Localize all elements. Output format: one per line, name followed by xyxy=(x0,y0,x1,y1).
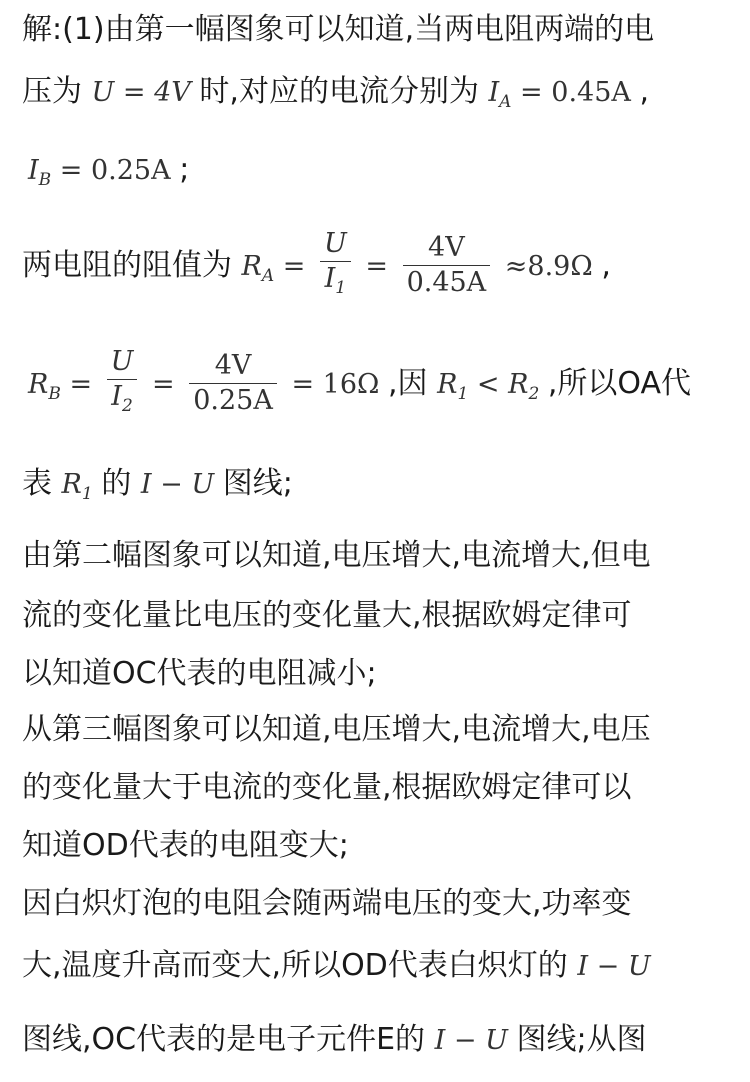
solution-intro: 解:(1)由第一幅图象可以知道,当两电阻两端的电 xyxy=(22,12,655,47)
text-line-10 xyxy=(22,710,734,750)
text-line-12 xyxy=(22,826,734,866)
text-fragment: 知道OD代表的电阻变大; xyxy=(22,828,349,863)
fraction-denominator: 0.45A xyxy=(406,267,487,298)
text-fragment: 从第三幅图象可以知道,电压增大,电流增大,电压 xyxy=(22,712,651,747)
math-subscript: B xyxy=(48,384,61,404)
text-line-13 xyxy=(22,884,734,924)
text-fragment: ,因 xyxy=(388,366,428,401)
math-operator: = xyxy=(122,77,146,108)
math-value: 0.45A xyxy=(551,77,631,108)
text-line-11 xyxy=(22,768,734,808)
text-fragment: 压为 xyxy=(22,74,82,109)
math-symbol: R xyxy=(508,369,529,400)
fraction-4V-over-025A xyxy=(189,349,277,418)
math-subscript: A xyxy=(499,92,512,112)
text-fragment: 因白炽灯泡的电阻会随两端电压的变大,功率变 xyxy=(22,886,632,921)
math-RA-formula xyxy=(241,227,602,298)
math-subscript: A xyxy=(261,266,275,286)
math-symbol: R xyxy=(61,469,82,500)
text-line-4 xyxy=(22,224,734,318)
text-line-5 xyxy=(22,342,734,436)
text-line-1 xyxy=(22,10,734,50)
math-result: 16Ω xyxy=(322,369,380,400)
fraction-numerator: U xyxy=(320,227,351,262)
fraction-U-over-I1 xyxy=(320,227,351,305)
fraction-denominator xyxy=(320,262,351,305)
text-fragment: 流的变化量比电压的变化量大,根据欧姆定律可 xyxy=(22,598,632,633)
math-symbol: R xyxy=(28,369,49,400)
math-operator: = xyxy=(152,369,175,400)
math-operator: − xyxy=(453,1025,477,1056)
math-IA-equals xyxy=(488,77,640,112)
math-subscript: 1 xyxy=(81,484,93,504)
math-I-minus-U xyxy=(435,1025,517,1056)
text-fragment: 图线,OC代表的是电子元件E的 xyxy=(22,1022,426,1057)
math-symbol: R xyxy=(241,251,262,282)
text-line-2 xyxy=(22,72,734,122)
math-value: 4V xyxy=(154,77,191,108)
text-fragment: ,所以OA代 xyxy=(547,366,692,401)
math-result: ≈8.9Ω xyxy=(504,251,593,282)
text-line-9 xyxy=(22,654,734,694)
math-U-equals-4V xyxy=(92,77,200,108)
fraction-numerator: 4V xyxy=(403,231,491,266)
math-I-minus-U xyxy=(577,951,650,982)
math-value: 0.25A xyxy=(90,155,171,186)
math-RB-formula xyxy=(28,345,388,416)
math-operator: = xyxy=(59,155,83,186)
text-fragment: ; xyxy=(179,152,190,187)
text-fragment: 图线; xyxy=(222,466,293,501)
math-symbol: I xyxy=(140,469,152,500)
text-line-15 xyxy=(22,1020,734,1061)
math-symbol: R xyxy=(437,369,458,400)
math-symbol: I xyxy=(577,951,589,982)
fraction-4V-over-045A xyxy=(403,231,491,300)
text-fragment: 图线;从图 xyxy=(516,1022,647,1057)
fraction-denominator xyxy=(107,380,138,423)
math-symbol: I xyxy=(324,262,336,294)
text-line-8 xyxy=(22,596,734,636)
fraction-numerator: U xyxy=(107,345,138,380)
math-operator: = xyxy=(291,369,315,400)
math-subscript: 2 xyxy=(528,384,540,404)
text-line-3 xyxy=(22,150,734,200)
math-operator: = xyxy=(520,77,543,108)
math-IB-equals xyxy=(28,155,179,190)
math-I-minus-U xyxy=(141,469,223,500)
text-fragment: 大,温度升高而变大,所以OD代表白炽灯的 xyxy=(22,948,568,983)
math-symbol: I xyxy=(111,380,122,412)
text-fragment: 时,对应的电流分别为 xyxy=(199,74,479,109)
math-symbol: U xyxy=(485,1025,508,1056)
math-subscript: 2 xyxy=(121,395,133,416)
math-subscript: 1 xyxy=(335,277,347,298)
text-line-7 xyxy=(22,536,734,576)
math-symbol: I xyxy=(488,77,500,108)
text-fragment: 表 xyxy=(22,466,52,501)
math-operator: = xyxy=(365,251,388,282)
text-fragment: 由第二幅图象可以知道,电压增大,电流增大,但电 xyxy=(22,538,651,573)
fraction-U-over-I2 xyxy=(107,345,138,423)
text-line-6 xyxy=(22,464,734,514)
text-fragment: 的 xyxy=(101,466,132,501)
text-fragment: 的变化量大于电流的变化量,根据欧姆定律可以 xyxy=(22,770,632,805)
fraction-denominator: 0.25A xyxy=(193,385,273,416)
text-line-14 xyxy=(22,946,734,987)
math-operator: = xyxy=(282,251,306,282)
math-subscript: B xyxy=(38,170,52,190)
math-operator: < xyxy=(476,369,500,400)
math-symbol: U xyxy=(91,77,115,108)
text-fragment: 以知道OC代表的电阻减小; xyxy=(22,656,377,691)
text-fragment: , xyxy=(601,248,611,283)
text-fragment: 两电阻的阻值为 xyxy=(22,248,232,283)
fraction-numerator: 4V xyxy=(189,349,277,384)
math-symbol: U xyxy=(627,951,651,982)
math-R1-lt-R2 xyxy=(437,369,548,404)
math-operator: − xyxy=(160,469,183,500)
math-operator: = xyxy=(69,369,93,400)
math-symbol: I xyxy=(28,155,39,186)
math-operator: − xyxy=(596,951,620,982)
math-symbol: U xyxy=(191,469,215,500)
text-fragment: , xyxy=(639,74,650,109)
math-R1 xyxy=(61,469,102,504)
math-subscript: 1 xyxy=(457,384,469,404)
math-symbol: I xyxy=(434,1025,446,1056)
